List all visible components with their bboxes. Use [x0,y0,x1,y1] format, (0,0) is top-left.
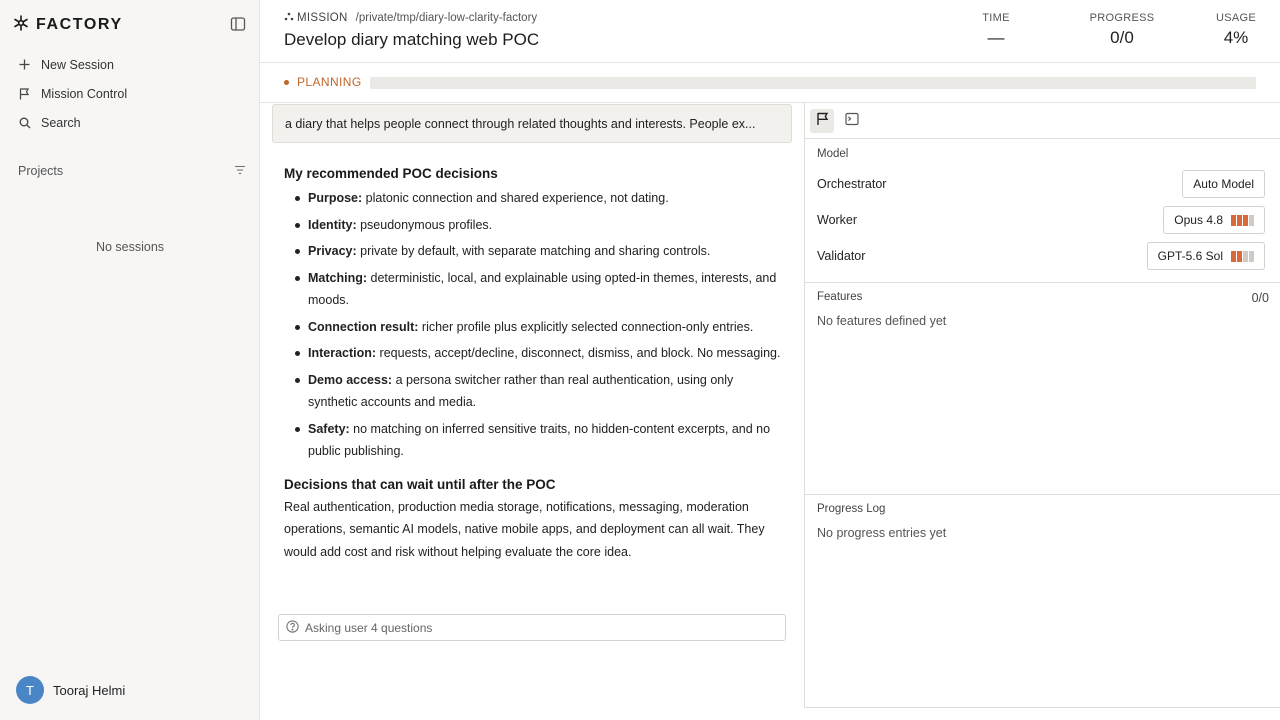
user-name: Tooraj Helmi [53,682,126,698]
no-sessions-text: No sessions [95,240,165,254]
model-row-validator [817,242,1265,270]
item-term: Purpose: [308,191,363,205]
item-text: richer profile plus explicitly selected connection-only entries. [421,319,754,334]
features-count: 0/0 [1251,291,1269,305]
user-prompt-bubble[interactable]: a diary that helps people connect through related thoughts and interests. People ex... [272,104,792,143]
model-role: Validator [817,249,866,263]
stat-label: USAGE [1215,12,1256,24]
status-dot-icon [284,80,289,85]
item-term: Matching: [308,270,368,285]
section-heading: Decisions that can wait until after the POC [284,476,556,492]
model-label: Model [817,148,849,160]
progress-log-label: Progress Log [817,503,886,515]
brand[interactable] [12,14,123,35]
stat-progress [1084,12,1160,48]
item-text: deterministic, local, and explainable using opted-in themes, interests, and moods. [308,270,777,307]
effort-level-bars [1231,215,1254,226]
progress-track [370,77,1256,89]
item-text: pseudonymous profiles. [360,217,493,232]
model-role: Worker [817,213,858,227]
item-term: Connection result: [308,319,419,334]
item-term: Demo access: [308,372,393,387]
nav-mission-control[interactable] [0,79,260,108]
item-term: Identity: [308,217,357,232]
projects-label: Projects [18,164,64,178]
level-bar [1249,251,1254,262]
page-title: Develop diary matching web POC [284,30,540,49]
brand-name: FACTORY [36,15,123,33]
mission-tag [284,12,348,24]
model-row-orchestrator [817,170,1265,198]
sidebar-nav [0,50,260,137]
model-role: Orchestrator [817,177,887,191]
level-bar [1237,251,1242,262]
paragraph: Real authentication, production media storage, notifications, messaging, moderation operations, semantic AI models, native mobile apps, and deployment can all wait. They would add cost and risk without helping evaluate the core idea. [284,499,765,559]
nav-label: Mission Control [41,86,128,101]
avatar: T [16,676,44,704]
plus-icon [18,58,31,71]
features-empty-text: No features defined yet [817,314,947,328]
item-text: platonic connection and shared experience, not dating. [365,191,669,205]
flag-icon [18,87,31,100]
mission-side-panel [804,103,1280,708]
features-section [805,283,1280,495]
effort-level-bars [1231,251,1254,262]
flag-icon [816,112,829,129]
nav-new-session[interactable] [0,50,260,79]
item-text: private by default, with separate matching and sharing controls. [360,244,711,258]
tab-terminal[interactable] [840,109,864,133]
stat-time [976,12,1016,48]
status-badge [284,75,362,89]
list-item [308,240,784,263]
stat-value: 0/0 [1110,28,1134,47]
list-item [308,267,784,312]
level-bar [1231,251,1236,262]
item-term: Privacy: [308,244,357,258]
asking-questions-card[interactable] [278,614,786,641]
orchestrator-model-select[interactable] [1182,170,1265,198]
stat-label: PROGRESS [1089,12,1155,24]
model-row-worker [817,206,1265,234]
list-item [308,342,784,365]
level-bar [1231,215,1236,226]
snowflake-icon [12,14,30,35]
stat-label: TIME [982,12,1010,24]
nav-label: Search [41,115,81,130]
sidebar [0,0,260,720]
list-item [308,369,784,414]
mission-tag-label: MISSION [297,12,348,24]
features-label: Features [817,291,863,303]
stat-value: — [987,28,1005,47]
assistant-message [284,166,784,563]
panel-tabs [805,103,1280,139]
list-item [308,418,784,463]
filter-icon[interactable] [234,164,246,178]
mission-path: /private/tmp/diary-low-clarity-factory [355,12,538,24]
nav-label: New Session [41,57,114,72]
decision-list [284,187,784,463]
item-text: a persona switcher rather than real authentication, using only synthetic accounts and media. [308,372,734,409]
list-item [308,214,784,237]
list-item [308,316,784,339]
model-value: Opus 4.8 [1174,213,1223,227]
level-bar [1249,215,1254,226]
level-bar [1243,251,1248,262]
model-section [805,139,1280,283]
terminal-icon [845,112,859,129]
progress-log-section [805,495,1280,707]
nav-search[interactable] [0,108,260,137]
progress-log-empty-text: No progress entries yet [817,526,947,540]
item-text: requests, accept/decline, disconnect, dismiss, and block. No messaging. [379,346,781,360]
stat-value: 4% [1223,28,1249,47]
mission-header [260,0,1280,63]
dots-icon [284,12,294,24]
mission-breadcrumb [284,12,537,24]
item-text: no matching on inferred sensitive traits, no hidden-content excerpts, and no public publishing. [308,421,771,458]
model-value: Auto Model [1193,177,1254,191]
level-bar [1237,215,1242,226]
section-heading: My recommended POC decisions [284,166,498,181]
level-bar [1243,215,1248,226]
worker-model-select[interactable] [1163,206,1265,234]
status-label: PLANNING [297,75,362,89]
model-value: GPT-5.6 Sol [1157,249,1223,263]
list-item [308,187,784,210]
tab-mission-flag[interactable] [810,109,834,133]
user-profile[interactable] [16,676,125,704]
sidebar-toggle-icon[interactable] [230,16,246,32]
projects-header [18,164,246,178]
asking-label: Asking user 4 questions [305,620,433,635]
search-icon [18,116,31,129]
question-icon [286,620,299,636]
validator-model-select[interactable] [1147,242,1265,270]
stat-usage [1212,12,1260,48]
item-term: Interaction: [308,346,377,360]
item-term: Safety: [308,421,350,436]
